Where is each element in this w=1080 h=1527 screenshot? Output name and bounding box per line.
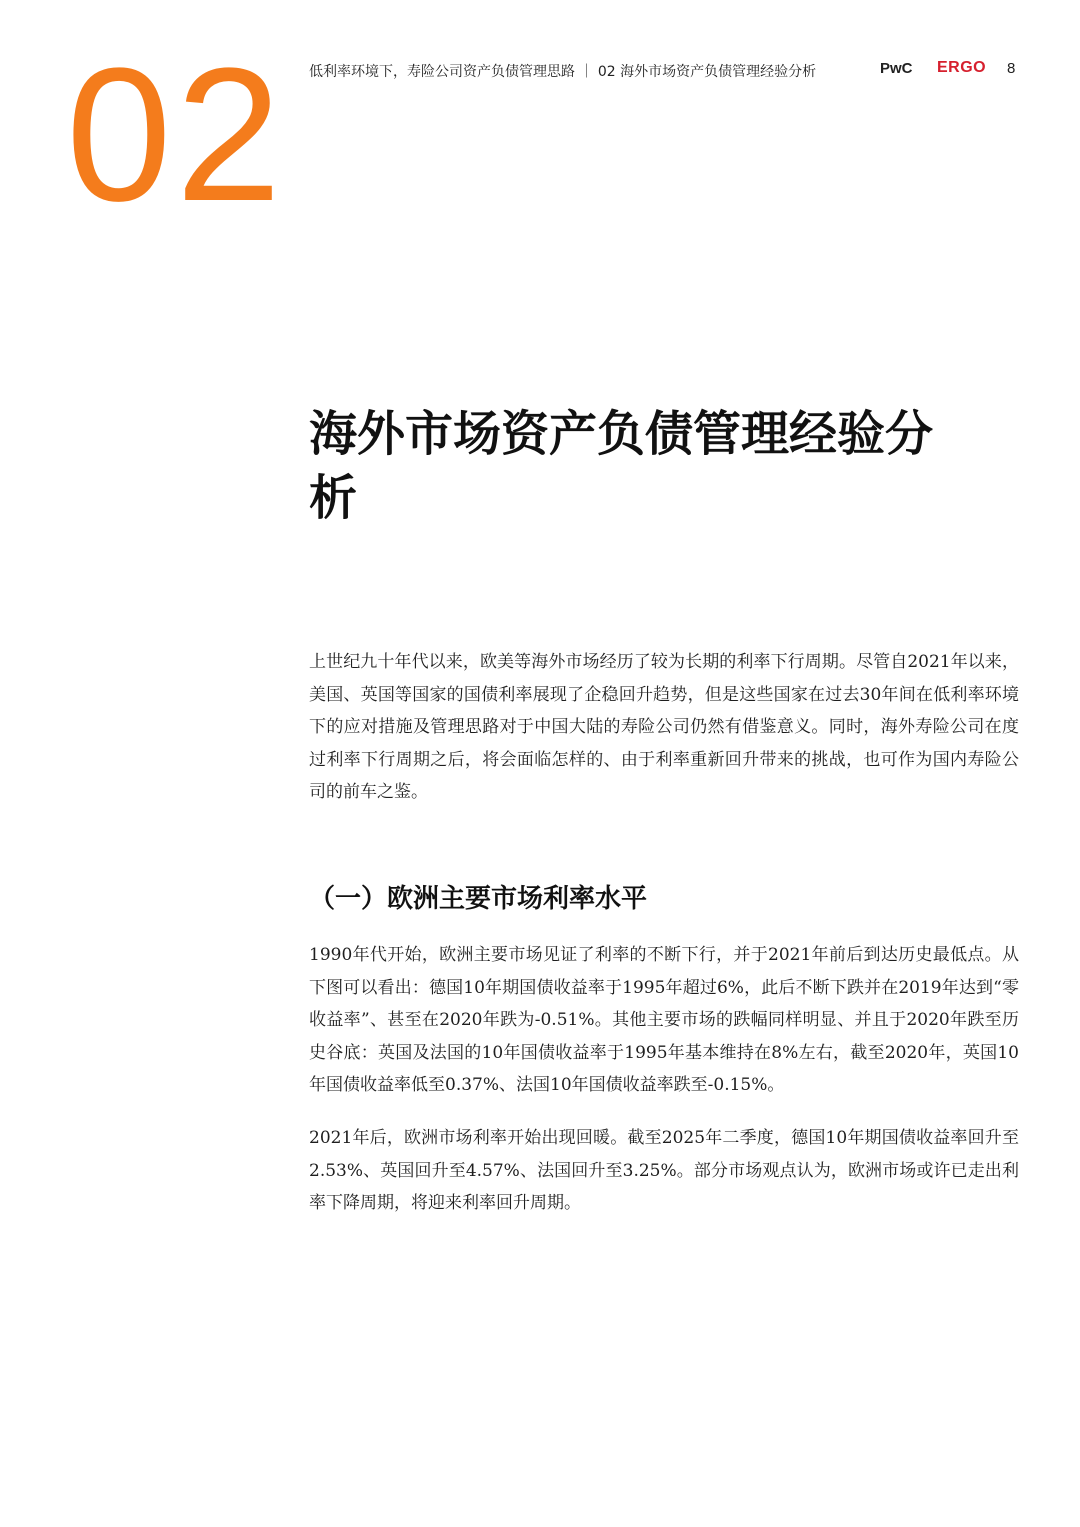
page-title: 海外市场资产负债管理经验分析	[309, 406, 934, 526]
body-paragraph-1: 1990年代开始，欧洲主要市场见证了利率的不断下行，并于2021年前后到达历史最低点。从下图可以看出：德国10年期国债收益率于1995年超过6%，此后不断下跌并在2019年达到“零收益率”、甚至在2020年跌为-0.51%。其他主要市场的跌幅同样明显、并且于2020年跌至历史谷底：英国及法国的10年国债收益率于1995年基本维持在8%左右，截至2020年，英国10年国债收益率低至0.37%、法国10年国债收益率跌至-0.15%。	[309, 945, 1019, 1096]
intro-paragraph: 上世纪九十年代以来，欧美等海外市场经历了较为长期的利率下行周期。尽管自2021年以来，美国、英国等国家的国债利率展现了企稳回升趋势，但是这些国家在过去30年间在低利率环境下的应对措施及管理思路对于中国大陆的寿险公司仍然有借鉴意义。同时，海外寿险公司在度过利率下行周期之后，将会面临怎样的、由于利率重新回升带来的挑战，也可作为国内寿险公司的前车之鉴。	[309, 652, 1019, 803]
ergo-logo: ERGO	[937, 59, 987, 76]
section-heading: （一）欧洲主要市场利率水平	[309, 884, 648, 914]
page-number: 8	[1007, 60, 1016, 77]
body-paragraph-2: 2021年后，欧洲市场利率开始出现回暖。截至2025年二季度，德国10年期国债收益率回升至2.53%、英国回升至4.57%、法国回升至3.25%。部分市场观点认为，欧洲市场或许已走出利率下降周期，将迎来利率回升周期。	[309, 1128, 1019, 1214]
pwc-logo: PwC	[880, 60, 913, 77]
running-header-title: 低利率环境下，寿险公司资产负债管理思路 ｜ 02 海外市场资产负债管理经验分析	[309, 64, 817, 80]
chapter-number: 02	[66, 29, 286, 241]
header-logos	[880, 60, 1020, 80]
